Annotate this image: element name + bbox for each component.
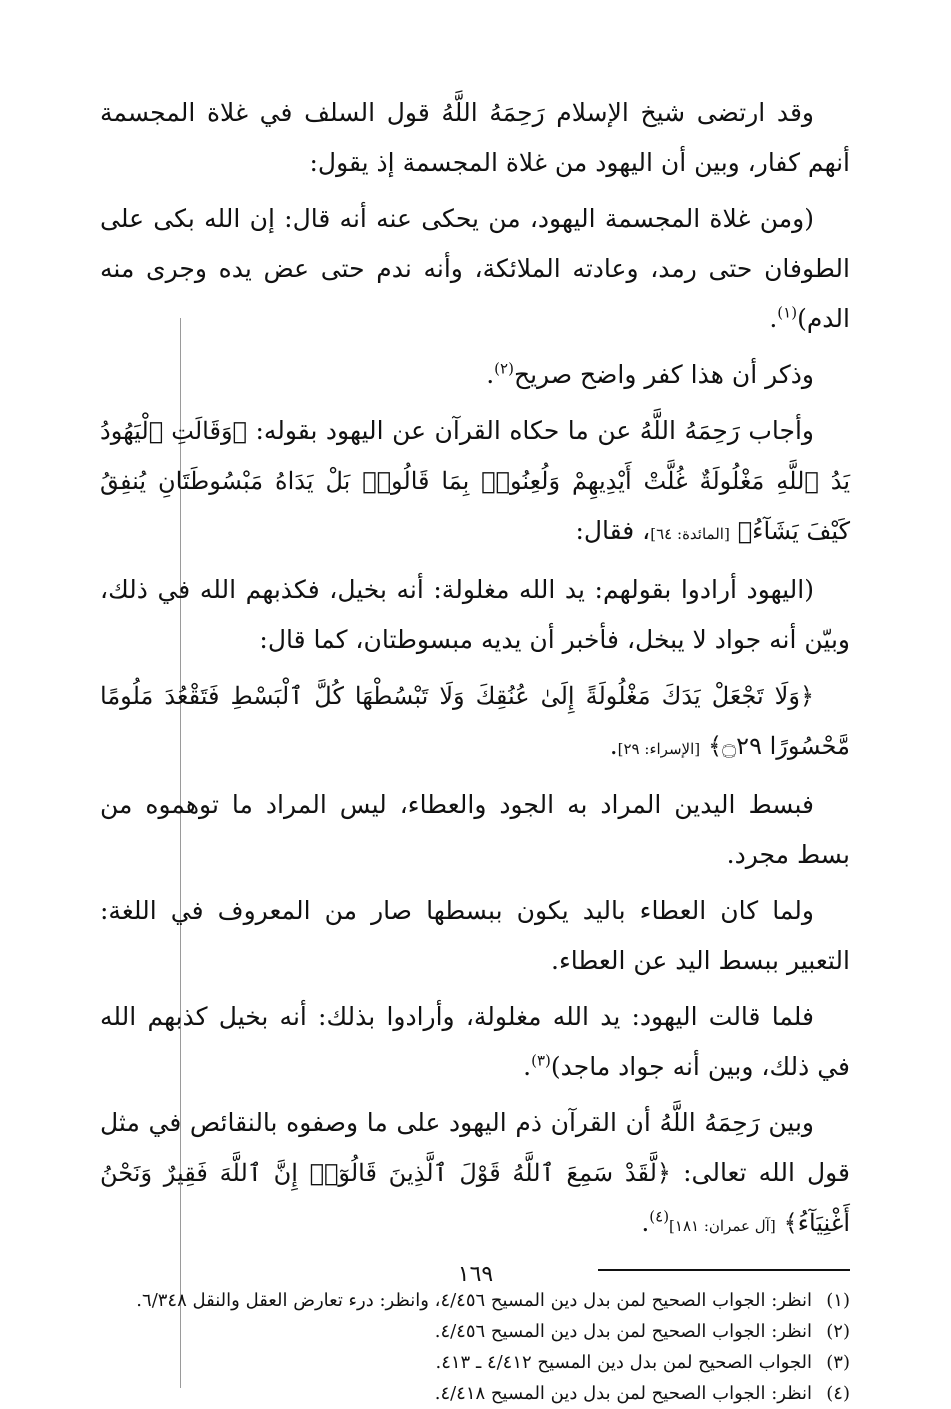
paragraph-1	[100, 88, 850, 188]
paragraph-text: فلما قالت اليهود: يد الله مغلولة، وأرادوا بذلك: أنه بخيل كذبهم الله في ذلك، وبين أنه جواد ماجد)	[100, 1002, 850, 1081]
paragraph-6	[100, 992, 850, 1092]
punctuation: .	[523, 1052, 532, 1081]
punctuation: .	[641, 1208, 650, 1237]
punctuation: .	[486, 360, 495, 389]
paragraph-text: فبسط اليدين المراد به الجود والعطاء، ليس المراد ما توهموه من بسط مجرد.	[100, 790, 850, 869]
footnote-number: (١)	[826, 1290, 850, 1311]
page-number: ١٦٩	[457, 1262, 494, 1287]
paragraph-text: وقد ارتضى شيخ الإسلام رَحِمَهُ اللَّهُ قول السلف في غلاة المجسمة أنهم كفار، وبين أن اليهود من غلاة المجسمة إذ يقول:	[100, 98, 850, 177]
paragraph-answer	[100, 406, 850, 559]
footnote-1	[100, 1285, 850, 1316]
punctuation: .	[769, 304, 778, 333]
paragraph-2	[100, 194, 850, 344]
footnote-text: انظر: الجواب الصحيح لمن بدل دين المسيح ٤/٤٥٦.	[434, 1321, 812, 1342]
verse-reference: [المائدة: ٦٤]	[650, 525, 730, 543]
footnote-ref[interactable]: (٢)	[494, 359, 514, 378]
footnote-4	[100, 1378, 850, 1409]
page-body	[100, 88, 850, 1409]
quran-verse: ﴿وَقَالَتِ ٱلْيَهُودُ يَدُ ٱللَّهِ مَغْلُولَةٌ غُلَّتْ أَيْدِيهِمْ وَلُعِنُوا۟ بِمَا قَالُوا۟ بَلْ يَدَاهُ مَبْسُوطَتَانِ يُنفِقُ كَيْفَ يَشَآءُ﴾	[100, 417, 850, 545]
footnote-number: (٢)	[826, 1321, 850, 1342]
quran-verse: ﴿وَلَا تَجْعَلْ يَدَكَ مَغْلُولَةً إِلَىٰ عُنُقِكَ وَلَا تَبْسُطْهَا كُلَّ ٱلْبَسْطِ فَتَقْعُدَ مَلُومًا مَّحْسُورًا ۝٢٩﴾	[100, 682, 850, 760]
footnote-2	[100, 1316, 850, 1347]
quran-verse: ﴿لَّقَدْ سَمِعَ ٱللَّهُ قَوْلَ ٱلَّذِينَ قَالُوٓا۟ إِنَّ ٱللَّهَ فَقِيرٌ وَنَحْنُ أَغْنِيَآءُ﴾	[100, 1159, 850, 1237]
paragraph-text: (ومن غلاة المجسمة اليهود، من يحكى عنه أنه قال: إن الله بكى على الطوفان حتى رمد، وعادته الملائكة، وأنه ندم حتى عض يده وجرى منه الدم)	[100, 204, 850, 333]
paragraph-4	[100, 780, 850, 880]
footnote-number: (٣)	[826, 1352, 850, 1373]
verse-reference: [آل عمران: ١٨١]	[669, 1217, 776, 1235]
verse-reference: [الإسراء: ٢٩]	[617, 740, 701, 758]
footnote-text: انظر: الجواب الصحيح لمن بدل دين المسيح ٤/٤٥٦، وانظر: درء تعارض العقل والنقل ٦/٣٤٨.	[136, 1290, 812, 1311]
paragraph-text: وأجاب رَحِمَهُ اللَّهُ عن ما حكاه القرآن عن اليهود بقوله:	[255, 416, 815, 445]
paragraph-3	[100, 350, 850, 400]
footnote-ref[interactable]: (٤)	[649, 1207, 670, 1226]
paragraph-text: وبين رَحِمَهُ اللَّهُ أن القرآن ذم اليهود على ما وصفوه بالنقائص في مثل قول الله تعالى:	[100, 1108, 850, 1187]
paragraph-ayah	[100, 671, 850, 774]
paragraph-text: وذكر أن هذا كفر واضح صريح	[513, 360, 814, 389]
paragraph-5	[100, 886, 850, 986]
footnote-text: انظر: الجواب الصحيح لمن بدل دين المسيح ٤/٤١٨.	[434, 1383, 812, 1404]
footnote-text: الجواب الصحيح لمن بدل دين المسيح ٤/٤١٢ ـ ٤١٣.	[435, 1352, 812, 1373]
paragraph-text: ولما كان العطاء باليد يكون ببسطها صار من المعروف في اللغة: التعبير ببسط اليد عن العطاء.	[100, 896, 850, 975]
paragraph-quote	[100, 565, 850, 665]
paragraph-7	[100, 1098, 850, 1251]
footnote-ref[interactable]: (٣)	[531, 1051, 551, 1070]
punctuation: .	[609, 731, 618, 760]
paragraph-text: ، فقال:	[575, 516, 651, 545]
footnote-ref[interactable]: (١)	[777, 303, 798, 322]
footnote-3	[100, 1347, 850, 1378]
footnote-number: (٤)	[826, 1383, 850, 1404]
paragraph-text: (اليهود أرادوا بقولهم: يد الله مغلولة: أنه بخيل، فكذبهم الله في ذلك، وبيّن أنه جواد لا يبخل، فأخبر أن يديه مبسوطتان، كما قال:	[100, 575, 850, 654]
